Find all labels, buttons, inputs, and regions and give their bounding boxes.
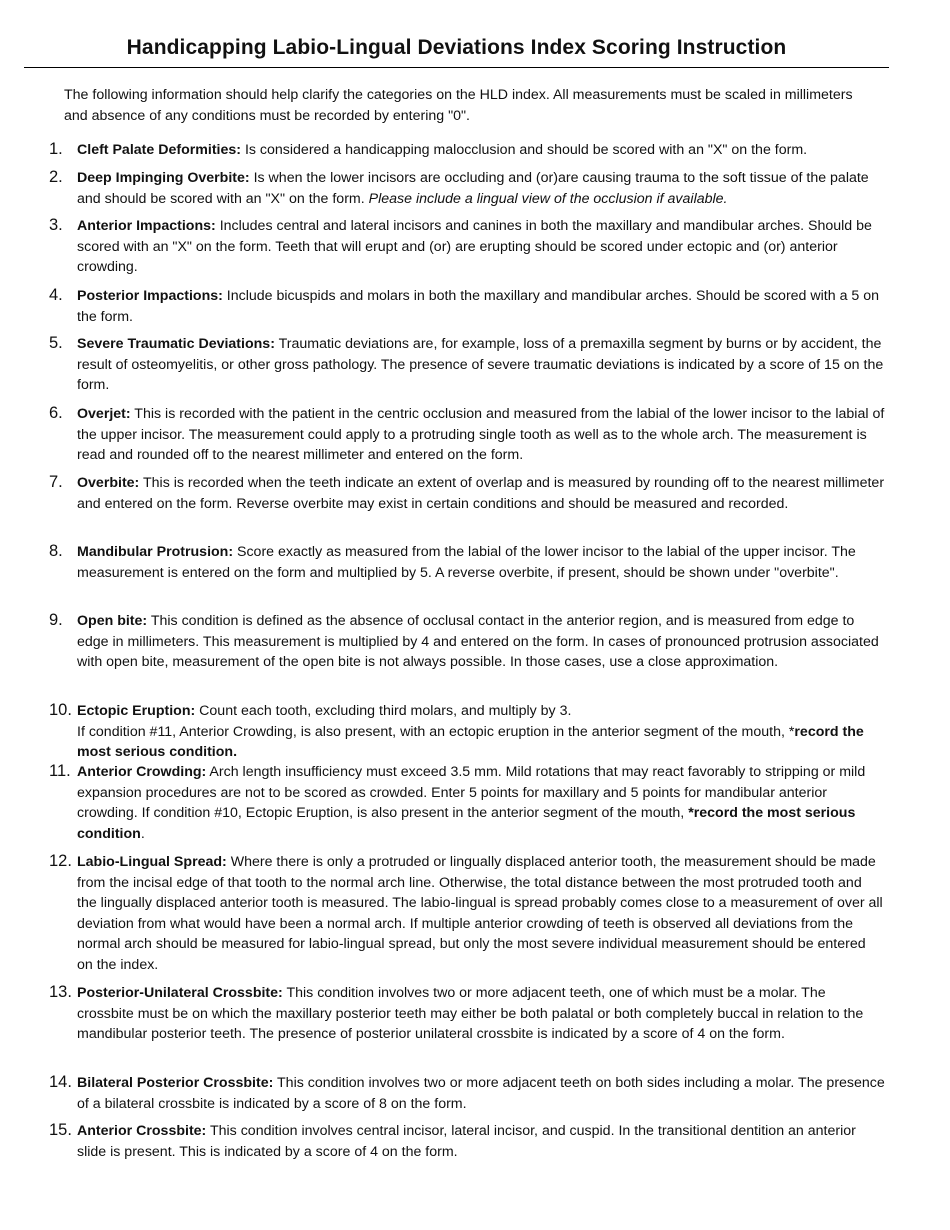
item-term: Labio-Lingual Spread: — [77, 854, 227, 870]
item-description: Include bicuspids and molars in both the maxillary and mandibular arches. Should be scored with a 5 on the form. — [77, 288, 880, 325]
item-term: Severe Traumatic Deviations: — [77, 336, 275, 352]
list-item-9 — [49, 611, 885, 673]
item-number: 9. — [49, 611, 63, 629]
item-description: Arch length insufficiency must exceed 3.5 mm. Mild rotations that may react favorably to stripping or mild expansion procedures are not to be scored as crowded. Enter 5 points for maxillary and 5 points for mandibular anterior crowding. If condition #10, Ectopic Eruption, is also present in the anterior segment of the mouth, — [77, 764, 866, 822]
document-title: Handicapping Labio-Lingual Deviations Index Scoring Instruction — [126, 36, 787, 59]
item-description: This condition is defined as the absence of occlusal contact in the anterior region, and is measured from edge to edge in millimeters. This measurement is multiplied by 4 and entered on the form. In cases of pronounced protrusion associated with open bite, measurement of the open bite is not always possible. In those cases, use a close approximation. — [77, 613, 879, 671]
item-description: Is when the lower incisors are occluding and (or)are causing trauma to the soft tissue of the palate and should be scored with an "X" on the form. — [77, 170, 869, 207]
list-item-7 — [49, 473, 885, 514]
item-number: 14. — [49, 1073, 72, 1091]
item-description: Is considered a handicapping malocclusion and should be scored with an "X" on the form. — [241, 142, 808, 158]
item-number: 12. — [49, 852, 72, 870]
item-term: Anterior Crossbite: — [77, 1123, 207, 1139]
item-term: Anterior Crowding: — [77, 764, 207, 780]
item-number: 8. — [49, 542, 63, 560]
item-description: Traumatic deviations are, for example, loss of a premaxilla segment by burns or by accident, the result of osteomyelitis, or other gross pathology. The presence of severe traumatic deviations is indicated by a score of 15 on the form. — [77, 336, 884, 394]
item-number: 15. — [49, 1121, 72, 1139]
item-number: 2. — [49, 168, 63, 186]
item-term: Cleft Palate Deformities: — [77, 142, 241, 158]
item-term: Bilateral Posterior Crossbite: — [77, 1075, 274, 1091]
item-description-end: . — [140, 825, 145, 842]
list-item-11 — [49, 762, 885, 844]
item-description: Score exactly as measured from the labial of the lower incisor to the labial of the upper incisor. The measurement is entered on the form and multiplied by 5. A reverse overbite, if present, should be shown under "overbite". — [77, 544, 856, 581]
list-item-13 — [49, 983, 885, 1045]
item-italic-note: Please include a lingual view of the occlusion if available. — [368, 190, 728, 207]
list-item-5 — [49, 334, 885, 396]
item-description: This condition involves central incisor, lateral incisor, and cuspid. In the transitional dentition an anterior slide is present. This is indicated by a score of 4 on the form. — [77, 1123, 856, 1160]
list-item-14 — [49, 1073, 885, 1114]
item-number: 7. — [49, 473, 63, 491]
list-item-4 — [49, 286, 885, 327]
item-number: 4. — [49, 286, 63, 304]
item-description-continued: If condition #11, Anterior Crowding, is also present, with an ectopic eruption in the anterior segment of the mouth, * — [77, 723, 795, 740]
item-number: 13. — [49, 983, 72, 1001]
item-description: Where there is only a protruded or lingually displaced anterior tooth, the measurement should be made from the incisal edge of that tooth to the normal arch line. Otherwise, the total distance between the most protruded tooth and the lingually displaced anterior tooth is measured. The labio-lingual is spread probably comes close to a measurement of over all deviation from what would have been a normal arch. If multiple anterior crowding of teeth is observed all deviations from the normal arch should be measured for labio-lingual spread, but only the most severe individual measurement should be entered on the index. — [77, 854, 883, 973]
item-term: Anterior Impactions: — [77, 218, 216, 234]
item-term: Ectopic Eruption: — [77, 703, 196, 719]
list-item-12 — [49, 852, 885, 976]
list-item-6 — [49, 404, 885, 466]
item-description: This condition involves two or more adjacent teeth on both sides including a molar. The presence of a bilateral crossbite is indicated by a score of 8 on the form. — [77, 1075, 885, 1112]
item-term: Deep Impinging Overbite: — [77, 170, 250, 186]
list-item-15 — [49, 1121, 885, 1162]
item-term: Overjet: — [77, 406, 131, 422]
list-item-2 — [49, 168, 885, 209]
title-divider — [24, 67, 889, 68]
item-number: 1. — [49, 140, 63, 158]
item-term: Posterior Impactions: — [77, 288, 223, 304]
item-term: Mandibular Protrusion: — [77, 544, 234, 560]
item-number: 11. — [49, 762, 71, 780]
item-description: This is recorded with the patient in the centric occlusion and measured from the labial of the lower incisor to the labial of the upper incisor. The measurement could apply to a protruding single tooth as well as to the whole arch. The measurement is read and rounded off to the nearest millimeter and entered on the form. — [77, 406, 885, 464]
item-term: Posterior-Unilateral Crossbite: — [77, 985, 283, 1001]
item-emphasis: *record the most serious condition — [77, 805, 856, 842]
item-number: 3. — [49, 216, 63, 234]
intro-paragraph: The following information should help clarify the categories on the HLD index. All measurements must be scaled in millimeters and absence of any conditions must be recorded by entering "0". — [64, 87, 853, 124]
item-term: Open bite: — [77, 613, 148, 629]
list-item-3 — [49, 216, 885, 278]
item-description: This condition involves two or more adjacent teeth, one of which must be a molar. The crossbite must be on which the maxillary posterior teeth may either be both palatal or both completely buccal in relation to the mandibular posterior teeth. The presence of posterior unilateral crossbite is indicated by a score of 4 on the form. — [77, 985, 864, 1043]
item-description: Count each tooth, excluding third molars, and multiply by 3. — [195, 703, 572, 719]
list-item-1 — [49, 140, 885, 161]
list-item-10 — [49, 701, 885, 763]
item-number: 10. — [49, 701, 72, 719]
item-number: 5. — [49, 334, 63, 352]
list-item-8 — [49, 542, 885, 583]
item-emphasis: record the most serious condition. — [77, 723, 864, 761]
item-term: Overbite: — [77, 475, 140, 491]
item-number: 6. — [49, 404, 63, 422]
item-description: Includes central and lateral incisors and canines in both the maxillary and mandibular arches. Should be scored with an "X" on the form. Teeth that will erupt and (or) are erupting should be scored under ectopic and (or) anterior crowding. — [77, 218, 872, 276]
item-description: This is recorded when the teeth indicate an extent of overlap and is measured by rounding off to the nearest millimeter and entered on the form. Reverse overbite may exist in certain conditions and should be measured and recorded. — [77, 475, 885, 512]
